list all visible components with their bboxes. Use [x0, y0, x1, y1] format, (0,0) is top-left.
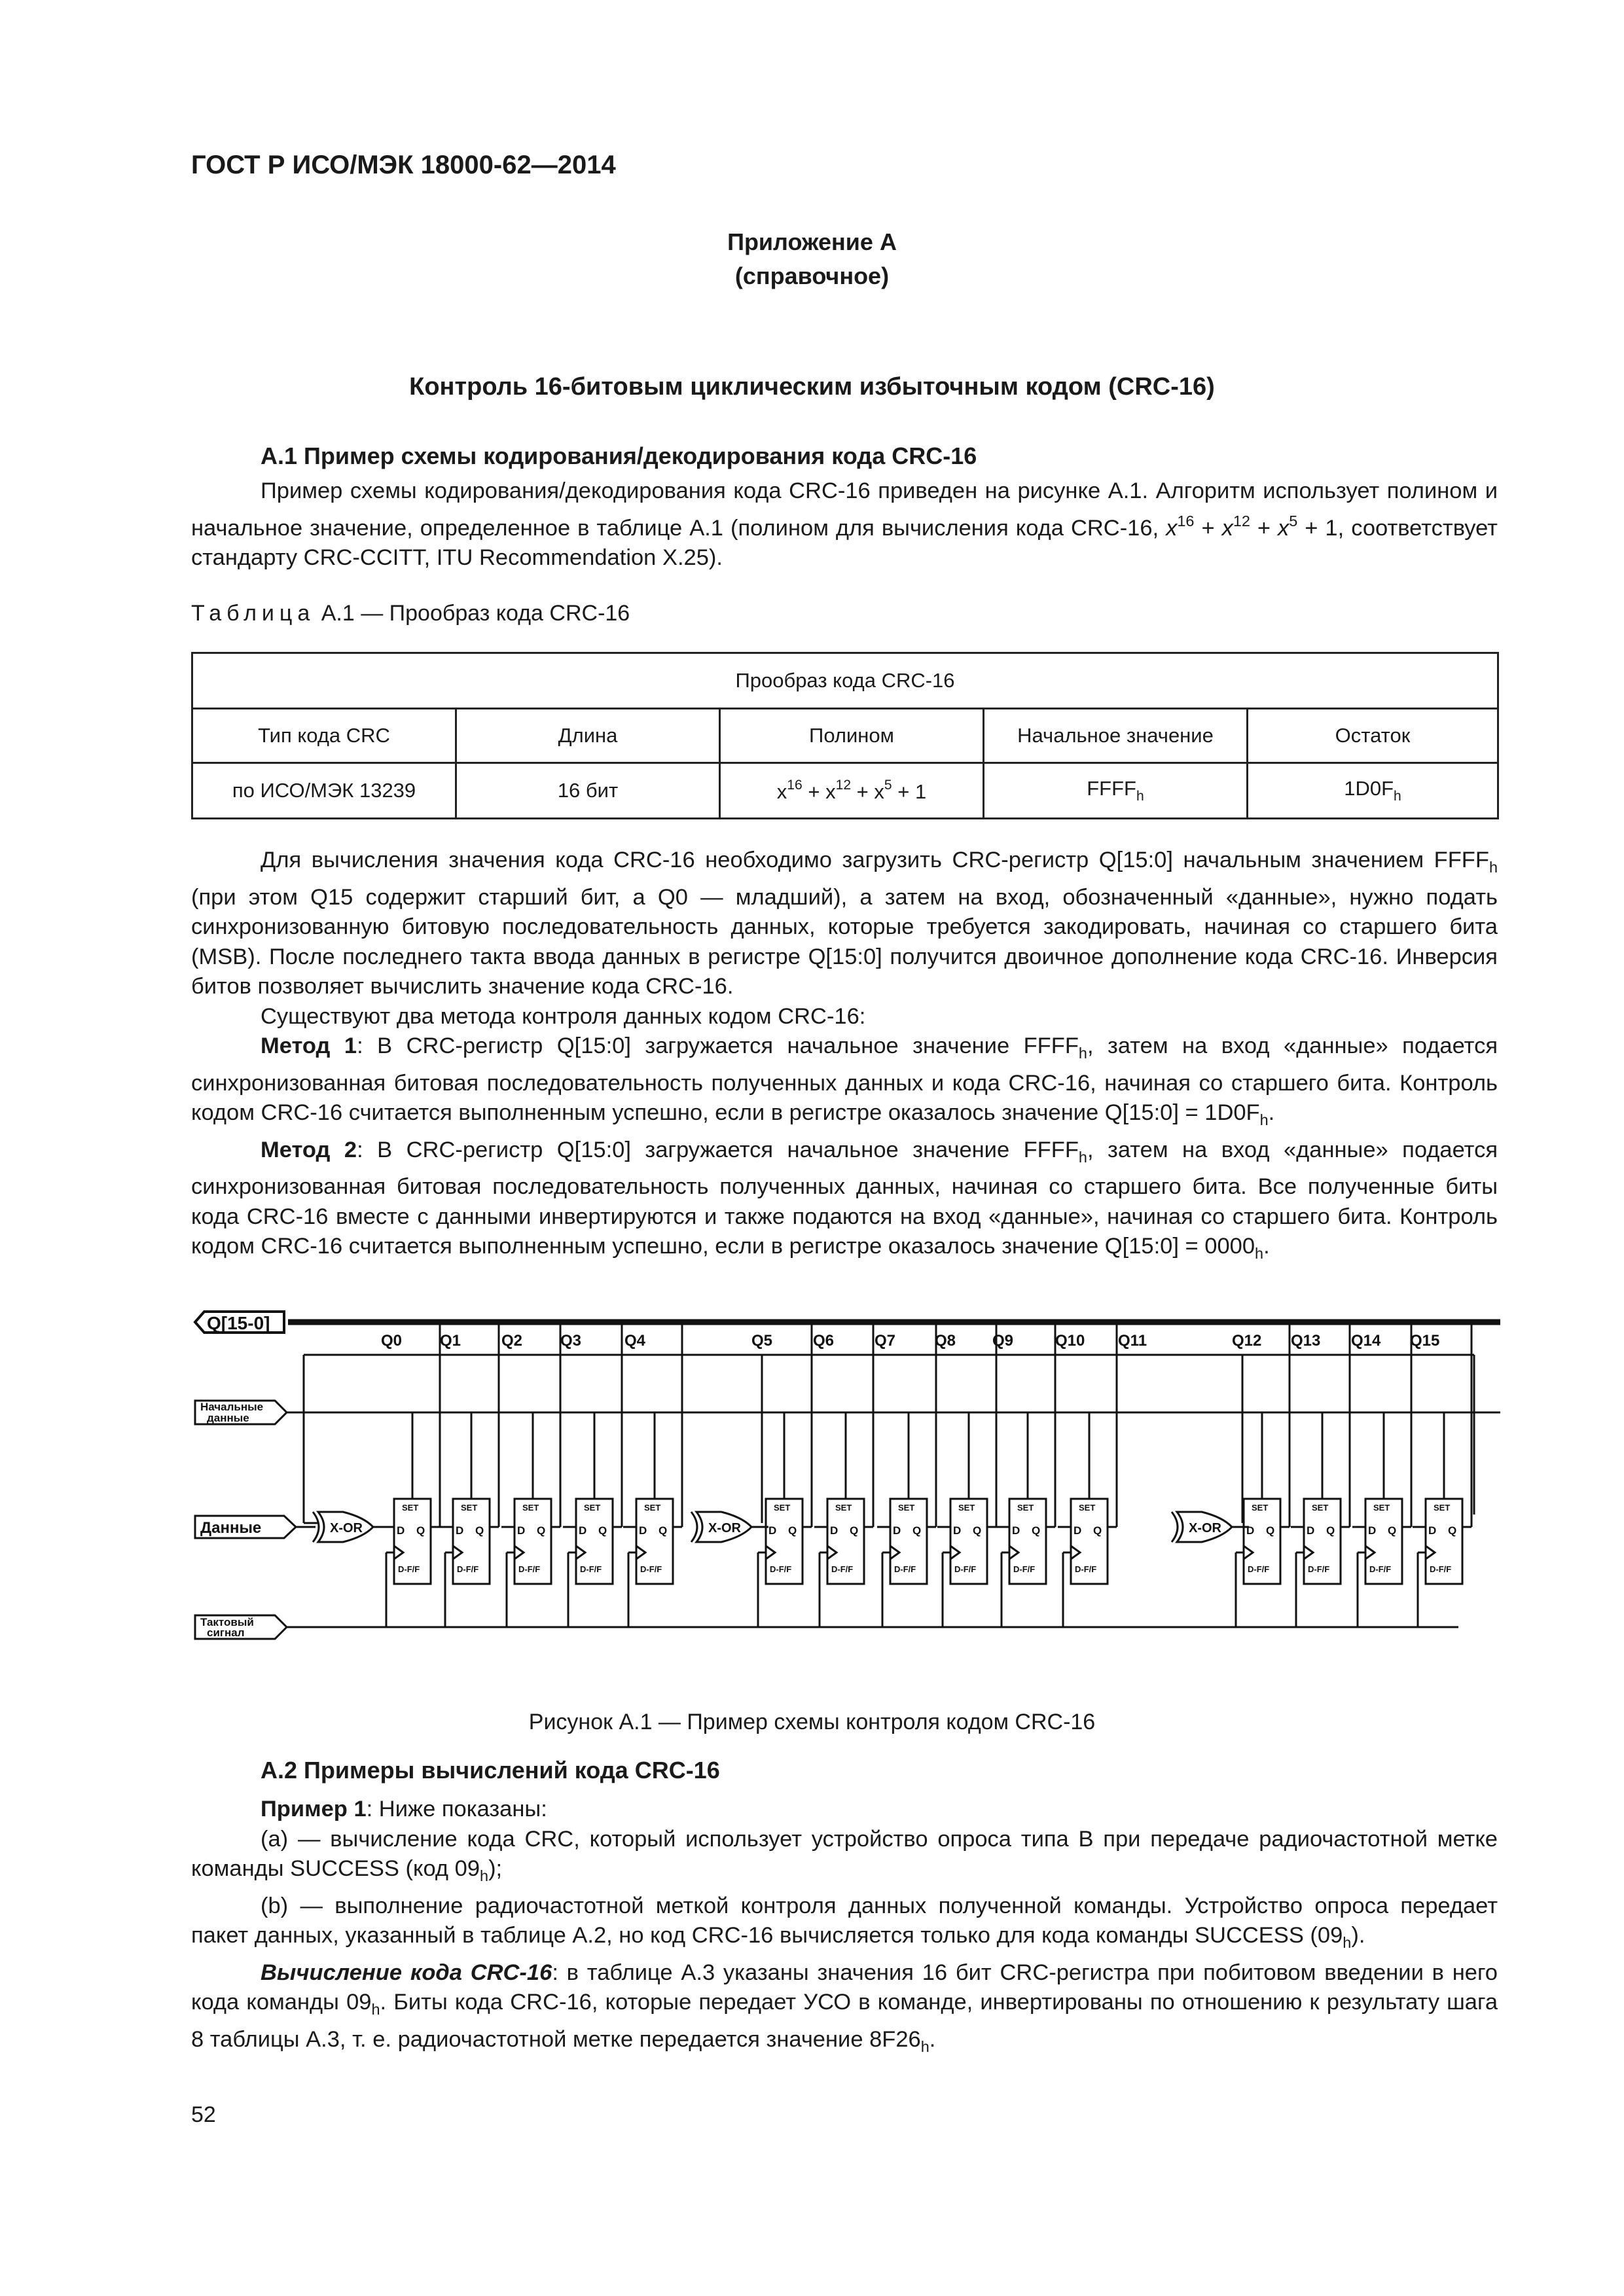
init-data-label: данные: [207, 1412, 249, 1424]
ff-name-label: D-F/F: [580, 1564, 602, 1574]
ff-q-label: Q: [416, 1524, 425, 1537]
ff-name-label: D-F/F: [398, 1564, 420, 1574]
register-bit-label: Q3: [560, 1332, 582, 1350]
register-bit-label: Q1: [440, 1332, 461, 1350]
register-bit-label: Q13: [1291, 1332, 1321, 1350]
ff-set-label: SET: [774, 1503, 791, 1513]
ff-q-label: Q: [659, 1524, 668, 1537]
ff-q-label: Q: [537, 1524, 546, 1537]
ff-set-label: SET: [402, 1503, 419, 1513]
table-cell-type: по ИСО/МЭК 13239: [192, 763, 456, 819]
ff-name-label: D-F/F: [1013, 1564, 1036, 1574]
register-bit-label: Q7: [875, 1332, 896, 1350]
document-header: ГОСТ Р ИСО/МЭК 18000-62—2014: [191, 151, 616, 179]
ff-q-label: Q: [973, 1524, 982, 1537]
intro-text-2: , соответствует стандарту CRC-CCITT, ITU Recommendation X.25).: [191, 515, 1498, 570]
register-bit-label: Q10: [1055, 1332, 1085, 1350]
section-a1-heading: А.1 Пример схемы кодирования/декодирования кода CRC-16: [261, 442, 977, 469]
xor-gate-label: X-OR: [1189, 1521, 1221, 1535]
ff-d-label: D: [953, 1524, 962, 1537]
ff-q-label: Q: [850, 1524, 859, 1537]
ff-q-label: Q: [1266, 1524, 1275, 1537]
annex-heading: [0, 225, 1624, 293]
table-title: Прообраз кода CRC-16: [192, 653, 1498, 709]
section-a2-body: [191, 1795, 1498, 2062]
ff-d-label: D: [517, 1524, 526, 1537]
ff-d-label: D: [893, 1524, 901, 1537]
ff-set-label: SET: [1312, 1503, 1329, 1513]
clock-label: сигнал: [207, 1626, 245, 1639]
section-a1-intro: Пример схемы кодирования/декодирования кода CRC-16 приведен на рисунке А.1. Алгоритм использует полином и начальное значение, определенное в таблице А.1 (полином для вычисления кода CRC-16, $x^{16} + x^{12} + x^5 + 1$, соответствует стандарту CRC-CCITT, ITU Recommendation X.25).: [191, 478, 1498, 570]
ff-q-label: Q: [1448, 1524, 1457, 1537]
ff-set-label: SET: [835, 1503, 852, 1513]
ff-set-label: SET: [958, 1503, 975, 1513]
register-bit-label: Q5: [751, 1332, 773, 1350]
ff-q-label: Q: [598, 1524, 607, 1537]
xor-gate-label: X-OR: [708, 1521, 741, 1535]
ff-name-label: D-F/F: [954, 1564, 977, 1574]
register-bit-label: Q11: [1118, 1332, 1147, 1350]
crc-circuit-diagram: [191, 1302, 1506, 1669]
table-cell-polynomial: $x^{16} + x^{12} + x^5 + 1$: [720, 763, 984, 819]
table-cell-length: 16 бит: [456, 763, 720, 819]
ff-d-label: D: [456, 1524, 464, 1537]
body-text: [191, 846, 1498, 1269]
crc-prototype-table: [191, 652, 1499, 819]
ff-d-label: D: [579, 1524, 587, 1537]
ff-name-label: D-F/F: [457, 1564, 479, 1574]
intro-text-1: Пример схемы кодирования/декодирования кода CRC-16 приведен на рисунке А.1. Алгоритм использует полином и начальное значение, определенное в таблице А.1 (полином для вычисления кода CRC-16,: [191, 478, 1498, 541]
ff-name-label: D-F/F: [640, 1564, 662, 1574]
register-bit-label: Q0: [381, 1332, 403, 1350]
figure-caption: Рисунок А.1 — Пример схемы контроля кодом CRC-16: [528, 1710, 1096, 1734]
table-header-cell: Остаток: [1248, 709, 1498, 763]
paragraph-crc-procedure: Для вычисления значения кода CRC-16 необходимо загрузить CRC-регистр Q[15:0] начальным значением $FFFF_h$ (при этом Q15 содержит старший бит, а Q0 — младший), а затем на вход, обозначенный «данные», нужно подать синхронизованную битовую последовательность данных, которые требуется закодировать, начиная со старшего бита (MSB). После последнего такта ввода данных в регистре Q[15:0] получится двоичное дополнение кода CRC-16. Инверсия битов позволяет вычислить значение кода CRC-16.: [191, 848, 1498, 999]
page-number: 52: [191, 2102, 216, 2127]
example-item-a: (а) — вычисление кода CRC, который использует устройство опроса типа В при передаче радиочастотной метке команды SUCCESS (код $09_h$);: [191, 1826, 1498, 1884]
paragraph-methods-intro: Существуют два метода контроля данных кодом CRC-16:: [261, 1003, 866, 1029]
paragraph-method-1: Метод 1: В CRC-регистр Q[15:0] загружается начальное значение $FFFF_h$, затем на вход «данные» подается синхронизованная битовая последовательность полученных данных и кода CRC-16, начиная со старшего бита. Контроль кодом CRC-16 считается выполненным успешно, если в регистре оказалось значение Q[15:0] = $1D0F_h$.: [191, 1033, 1498, 1128]
ff-set-label: SET: [1252, 1503, 1269, 1513]
register-bit-label: Q14: [1351, 1332, 1381, 1350]
xor-gate-input-arc: [691, 1512, 697, 1542]
ff-set-label: SET: [584, 1503, 601, 1513]
crc-calculation-paragraph: Вычисление кода CRC-16: в таблице А.3 указаны значения 16 бит CRC-регистра при побитовом введении в него кода команды $09_h$. Биты кода CRC-16, которые передает УСО в команде, инвертированы по отношению к результату шага 8 таблицы А.3, т. е. радиочастотной метке передается значение $8F26_h$.: [191, 1960, 1498, 2055]
table-cell-initial: $FFFF_h$: [984, 763, 1248, 819]
clock-label: Тактовый: [200, 1616, 254, 1628]
ff-q-label: Q: [788, 1524, 797, 1537]
ff-q-label: Q: [1093, 1524, 1102, 1537]
register-bit-label: Q2: [501, 1332, 523, 1350]
register-bit-label: Q8: [935, 1332, 956, 1350]
ff-d-label: D: [1074, 1524, 1082, 1537]
table-header-cell: Тип кода CRC: [192, 709, 456, 763]
ff-set-label: SET: [1079, 1503, 1096, 1513]
ff-d-label: D: [1246, 1524, 1255, 1537]
ff-d-label: D: [1307, 1524, 1315, 1537]
ff-d-label: D: [397, 1524, 405, 1537]
ff-set-label: SET: [644, 1503, 661, 1513]
table-header-cell: Полином: [720, 709, 984, 763]
register-bit-label: Q4: [624, 1332, 646, 1350]
ff-set-label: SET: [1017, 1503, 1034, 1513]
ff-q-label: Q: [912, 1524, 922, 1537]
ff-d-label: D: [639, 1524, 647, 1537]
ff-set-label: SET: [522, 1503, 539, 1513]
ff-name-label: D-F/F: [1308, 1564, 1330, 1574]
ff-set-label: SET: [1434, 1503, 1451, 1513]
xor-gate-label: X-OR: [330, 1521, 363, 1535]
ff-set-label: SET: [1373, 1503, 1390, 1513]
annex-title: Приложение А: [727, 228, 897, 255]
ff-d-label: D: [1012, 1524, 1020, 1537]
table-header-cell: Начальное значение: [984, 709, 1248, 763]
table-header-cell: Длина: [456, 709, 720, 763]
register-bit-label: Q9: [992, 1332, 1014, 1350]
section-a2-heading: А.2 Примеры вычислений кода CRC-16: [261, 1757, 720, 1784]
init-data-label: Начальные: [200, 1401, 264, 1413]
ff-d-label: D: [1428, 1524, 1437, 1537]
main-title: Контроль 16-битовым циклическим избыточным кодом (CRC-16): [409, 373, 1215, 401]
ff-name-label: D-F/F: [831, 1564, 854, 1574]
ff-name-label: D-F/F: [1075, 1564, 1097, 1574]
register-bit-label: Q6: [813, 1332, 835, 1350]
data-input-label: Данные: [200, 1519, 262, 1537]
ff-q-label: Q: [1326, 1524, 1335, 1537]
ff-d-label: D: [830, 1524, 839, 1537]
table-cell-remainder: $1D0F_h$: [1248, 763, 1498, 819]
xor-gate-input-arc: [1172, 1512, 1178, 1542]
ff-q-label: Q: [1032, 1524, 1041, 1537]
ff-name-label: D-F/F: [1369, 1564, 1392, 1574]
ff-d-label: D: [1368, 1524, 1377, 1537]
table-caption: Таблица А.1 — Прообраз кода CRC-16: [191, 601, 630, 626]
register-bit-label: Q15: [1410, 1332, 1440, 1350]
ff-set-label: SET: [461, 1503, 478, 1513]
example-item-b: (b) — выполнение радиочастотной меткой контроля данных полученной команды. Устройство опроса передает пакет данных, указанный в таблице А.2, но код CRC-16 вычисляется только для кода команды SUCCESS $(09_h)$.: [191, 1893, 1498, 1951]
ff-set-label: SET: [898, 1503, 915, 1513]
ff-q-label: Q: [475, 1524, 484, 1537]
register-bit-label: Q12: [1232, 1332, 1262, 1350]
bus-label: Q[15-0]: [207, 1313, 270, 1333]
ff-name-label: D-F/F: [1248, 1564, 1270, 1574]
ff-name-label: D-F/F: [770, 1564, 792, 1574]
example-1-intro: Пример 1: Ниже показаны:: [261, 1797, 547, 1821]
ff-name-label: D-F/F: [894, 1564, 916, 1574]
paragraph-method-2: Метод 2: В CRC-регистр Q[15:0] загружается начальное значение $FFFF_h$, затем на вход «данные» подается синхронизованная битовая последовательность полученных данных, начиная со старшего бита. Все полученные биты кода CRC-16 вместе с данными инвертируются и также подаются на вход «данные», начиная со старшего бита. Контроль кодом CRC-16 считается выполненным успешно, если в регистре оказалось значение Q[15:0] = $0000_h$.: [191, 1137, 1498, 1262]
ff-name-label: D-F/F: [518, 1564, 541, 1574]
ff-q-label: Q: [1388, 1524, 1397, 1537]
ff-name-label: D-F/F: [1430, 1564, 1452, 1574]
ff-d-label: D: [768, 1524, 777, 1537]
annex-subtitle: (справочное): [734, 262, 890, 289]
